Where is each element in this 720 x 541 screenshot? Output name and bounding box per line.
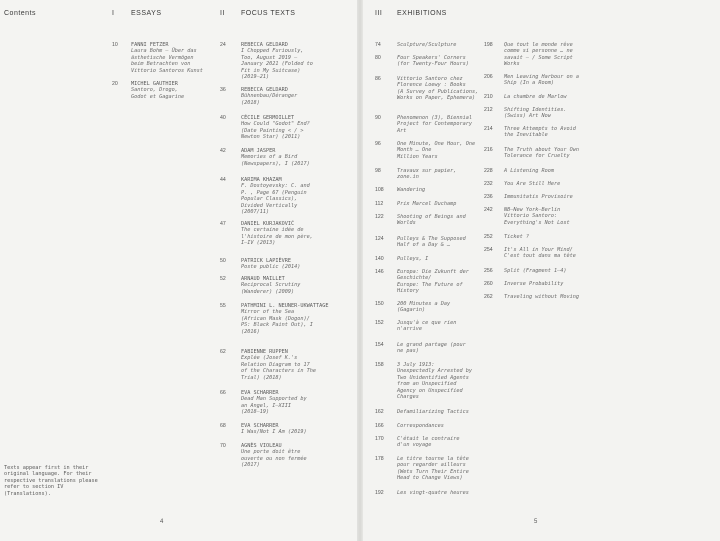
toc-entry xyxy=(397,42,456,48)
entry-page-number: 178 xyxy=(375,456,384,462)
section-numeral-3: III xyxy=(375,10,383,17)
entry-page-number: 90 xyxy=(375,115,381,121)
entry-page-number: 55 xyxy=(220,303,226,309)
entry-title-line: NB–New York–Berlin xyxy=(504,207,561,213)
entry-title-line: Shifting Identities. xyxy=(504,107,567,113)
entry-title-line: (2018–19) xyxy=(241,409,270,416)
toc-entry xyxy=(397,55,469,68)
entry-title-line: (Newspapers), I (2017) xyxy=(241,160,310,167)
entry-title-line: C'est tout dans ma tête xyxy=(504,253,576,260)
entry-page-number: 242 xyxy=(484,207,493,213)
entry-title-line: Que tout le monde rêve xyxy=(504,42,573,48)
footnote xyxy=(4,465,98,497)
toc-entry xyxy=(241,115,310,141)
entry-page-number: 40 xyxy=(220,115,226,121)
toc-entry xyxy=(131,42,203,74)
entry-author: ADAM JASPER xyxy=(241,148,276,154)
toc-entry xyxy=(241,148,310,167)
toc-entry xyxy=(504,168,554,174)
entry-title-line: Le titre tourne la tête xyxy=(397,456,469,462)
entry-title-line: Immunitatis Provisoire xyxy=(504,194,573,200)
entry-title-line: Project for Contemporary xyxy=(397,121,472,128)
entry-title-line: the Inevitable xyxy=(504,132,548,139)
entry-title-line: Vittorio Santoro chez xyxy=(397,76,463,82)
entry-title-line: Bühnenbau/Déranger xyxy=(241,93,298,100)
entry-title-line: Everything's Not Lost xyxy=(504,219,570,226)
entry-author: FANNI FETZER xyxy=(131,42,169,48)
toc-entry xyxy=(397,436,459,449)
toc-entry xyxy=(397,168,456,181)
entry-title-line: Wandering xyxy=(397,187,426,193)
entry-page-number: 170 xyxy=(375,436,384,442)
toc-entry xyxy=(397,362,472,400)
toc-entry xyxy=(504,194,573,200)
entry-title-line: Worlds xyxy=(397,220,416,227)
toc-entry xyxy=(397,236,466,249)
section-numeral-2: II xyxy=(220,10,225,17)
entry-title-line: savait – / Some Script xyxy=(504,54,573,61)
entry-title-line: ästhetische Vermögen xyxy=(131,54,194,61)
footnote-line: respective translations please xyxy=(4,477,98,484)
entry-page-number: 122 xyxy=(375,214,384,220)
entry-page-number: 162 xyxy=(375,409,384,415)
toc-entry xyxy=(241,443,307,469)
toc-entry xyxy=(504,147,579,160)
toc-entry xyxy=(397,490,469,496)
entry-title-line: Godot et Gagarine xyxy=(131,93,185,100)
section-numeral-1: I xyxy=(112,10,115,17)
toc-entry xyxy=(397,115,472,134)
entry-title-line: Art xyxy=(397,127,407,134)
entry-page-number: 98 xyxy=(375,168,381,174)
entry-page-number: 44 xyxy=(220,177,226,183)
entry-page-number: 236 xyxy=(484,194,493,200)
toc-entry xyxy=(397,256,428,262)
toc-entry xyxy=(397,409,469,415)
entry-title-line: Florence Loewy : Books xyxy=(397,82,466,89)
entry-title-line: Laura Bohm – Über das xyxy=(131,48,197,55)
entry-title-line: Europa: Die Zukunft der xyxy=(397,269,469,275)
entry-title-line: Three Attempts to Avoid xyxy=(504,126,576,132)
toc-entry xyxy=(504,126,576,139)
entry-title-line: (Date Painting < / > xyxy=(241,127,304,134)
entry-author: EVA SCHARRER xyxy=(241,390,279,396)
entry-page-number: 96 xyxy=(375,141,381,147)
entry-title-line: ouverte ou non fermée xyxy=(241,455,307,462)
entry-page-number: 166 xyxy=(375,423,384,429)
entry-page-number: 86 xyxy=(375,76,381,82)
toc-entry xyxy=(131,81,184,100)
entry-title-line: Le grand partage (pour xyxy=(397,342,466,348)
toc-entry xyxy=(397,320,456,333)
toc-entry xyxy=(241,423,307,436)
entry-title-line: Works xyxy=(504,61,520,68)
entry-title-line: an Angel, I–XIII xyxy=(241,402,291,409)
entry-title-line: Memories of a Bird xyxy=(241,154,298,161)
essays-heading: ESSAYS xyxy=(131,10,162,17)
entry-title-line: Inverse Probability xyxy=(504,281,564,287)
entry-page-number: 68 xyxy=(220,423,226,429)
entry-title-line: 3 July 1913: xyxy=(397,362,435,368)
entry-title-line: (2016) xyxy=(241,328,260,335)
entry-title-line: Newton Star) (2011) xyxy=(241,134,301,141)
entry-title-line: Phenomenon (3), Biennial xyxy=(397,115,472,121)
entry-title-line: The certaine idée de xyxy=(241,227,304,234)
entry-title-line: Charges xyxy=(397,394,419,401)
entry-page-number: 24 xyxy=(220,42,226,48)
entry-author: ARNAUD MAILLET xyxy=(241,276,285,282)
toc-entry xyxy=(504,268,566,274)
entry-title-line: La chambre de Marlow xyxy=(504,94,567,100)
entry-page-number: 232 xyxy=(484,181,493,187)
entry-title-line: Fit in My Suitcase) xyxy=(241,67,301,74)
entry-title-line: Une porte doit être xyxy=(241,449,301,456)
entry-title-line: d'un voyage xyxy=(397,442,432,449)
entry-page-number: 70 xyxy=(220,443,226,449)
entry-page-number: 228 xyxy=(484,168,493,174)
entry-title-line: (Wets Turn Their Entire xyxy=(397,468,469,475)
entry-title-line: Divided Vertically xyxy=(241,202,298,209)
entry-page-number: 256 xyxy=(484,268,493,274)
entry-author: DANIEL KURJAKOVIĆ xyxy=(241,221,295,227)
entry-page-number: 158 xyxy=(375,362,384,368)
entry-page-number: 206 xyxy=(484,74,493,80)
toc-entry xyxy=(397,423,444,429)
entry-page-number: 124 xyxy=(375,236,384,242)
entry-title-line: Explée (Josef K.'s xyxy=(241,355,298,362)
entry-title-line: You Are Still Here xyxy=(504,181,561,187)
entry-title-line: The Truth about Your Own xyxy=(504,147,579,153)
entry-title-line: C'était le contraire xyxy=(397,436,460,442)
toc-entry xyxy=(397,187,425,193)
entry-title-line: Head to Change Views) xyxy=(397,475,463,482)
toc-entry xyxy=(504,234,529,240)
entry-title-line: beim Betrachten von xyxy=(131,61,191,68)
entry-title-line: Les vingt-quatre heures xyxy=(397,490,469,496)
entry-title-line: History xyxy=(397,288,419,295)
footnote-line: Texts appear first in their xyxy=(4,465,89,471)
entry-page-number: 47 xyxy=(220,221,226,227)
footnote-line: (Translations). xyxy=(4,490,51,497)
entry-title-line: Traveling without Moving xyxy=(504,294,579,300)
page-number-left: 4 xyxy=(160,519,164,525)
toc-entry xyxy=(241,276,300,295)
entry-title-line: Vittorio Santoro: xyxy=(504,213,558,220)
entry-title-line: Ship (In a Room) xyxy=(504,80,554,87)
entry-page-number: 154 xyxy=(375,342,384,348)
entry-page-number: 260 xyxy=(484,281,493,287)
entry-title-line: Shooting of Beings and xyxy=(397,214,466,220)
entry-title-line: Correspondances xyxy=(397,423,444,429)
entry-page-number: 80 xyxy=(375,55,381,61)
entry-title-line: from an Unspecified xyxy=(397,381,457,388)
contents-heading: Contents xyxy=(4,10,37,17)
entry-title-line: n'arrive xyxy=(397,326,422,333)
entry-title-line: (2007/11) xyxy=(241,209,270,216)
entry-author: KARIMA KHAZAM xyxy=(241,177,282,183)
toc-entry xyxy=(241,221,313,247)
toc-entry xyxy=(397,76,478,102)
toc-entry xyxy=(397,342,466,355)
entry-title-line: Trial) (2018) xyxy=(241,374,282,381)
toc-entry xyxy=(504,94,566,100)
entry-page-number: 140 xyxy=(375,256,384,262)
focus-texts-heading: FOCUS TEXTS xyxy=(241,10,296,17)
entry-title-line: (African Mask (Dogon)/ xyxy=(241,315,310,322)
entry-title-line: Four Speakers' Corners xyxy=(397,55,466,61)
entry-title-line: Ticket ? xyxy=(504,234,529,240)
entry-title-line: Mirror of the Sea xyxy=(241,309,295,316)
entry-title-line: zone.in xyxy=(397,174,419,181)
entry-title-line: I Chopped Furiously, xyxy=(241,48,304,55)
entry-page-number: 216 xyxy=(484,147,493,153)
entry-title-line: (Swiss) Art Now xyxy=(504,113,551,120)
entry-title-line: Prix Marcel Duchamp xyxy=(397,201,457,207)
footnote-line: refer to section IV xyxy=(4,484,64,491)
entry-page-number: 52 xyxy=(220,276,226,282)
entry-title-line: Defamiliarizing Tactics xyxy=(397,409,469,415)
entry-title-line: Dead Man Supported by xyxy=(241,396,307,403)
entry-title-line: F. Dostoyevsky: C. and xyxy=(241,183,310,190)
entry-title-line: One Minute, One Hour, One xyxy=(397,141,476,147)
toc-entry xyxy=(241,177,310,215)
entry-page-number: 20 xyxy=(112,81,118,87)
entry-title-line: (A Survey of Publications, xyxy=(397,88,479,95)
entry-page-number: 198 xyxy=(484,42,493,48)
entry-author: REBECCA GELDARD xyxy=(241,42,288,48)
toc-entry xyxy=(397,456,469,482)
toc-entry xyxy=(397,201,456,207)
entry-title-line: pour regarder ailleurs xyxy=(397,462,466,469)
entry-title-line: How Could "Godot" End? xyxy=(241,121,310,128)
entry-author: PATRICK LAPIÈVRE xyxy=(241,258,291,264)
entry-title-line: Pulleys & The Supposed xyxy=(397,236,466,242)
entry-author: CÉCILE GERMOILLET xyxy=(241,115,295,121)
toc-entry xyxy=(397,141,475,160)
toc-entry xyxy=(241,390,307,416)
entry-title-line: Unexpectedly Arrested by xyxy=(397,368,472,375)
entry-title-line: PS: Black Paint Out), I xyxy=(241,322,313,329)
entry-title-line: of the Characters in The xyxy=(241,368,316,375)
entry-page-number: 42 xyxy=(220,148,226,154)
toc-entry xyxy=(241,349,316,381)
toc-entry xyxy=(504,74,579,87)
entry-title-line: 200 Minutes a Day xyxy=(397,301,451,307)
entry-title-line: Pulleys, I xyxy=(397,256,429,262)
entry-title-line: (2019–21) xyxy=(241,74,270,81)
entry-title-line: Tolerance for Cruelty xyxy=(504,153,570,160)
toc-entry xyxy=(504,181,560,187)
entry-title-line: Half of a Day & … xyxy=(397,242,451,249)
entry-title-line: Two Unidentified Agents xyxy=(397,374,469,381)
entry-title-line: January 2021 (Folded to xyxy=(241,61,313,68)
entry-title-line: (Wanderer) (2009) xyxy=(241,288,295,295)
entry-title-line: (for Twenty-Four Hours) xyxy=(397,61,469,68)
toc-entry xyxy=(504,281,563,287)
entry-title-line: Geschichte/ xyxy=(397,275,432,282)
entry-title-line: (2017) xyxy=(241,462,260,469)
entry-title-line: Vittorio Santoros Kunst xyxy=(131,67,203,74)
entry-author: AGNÈS VIOLEAU xyxy=(241,443,282,449)
toc-entry xyxy=(397,269,469,295)
book-gutter xyxy=(357,0,363,541)
entry-title-line: Travaux sur papier, xyxy=(397,168,457,174)
entry-page-number: 36 xyxy=(220,87,226,93)
toc-entry xyxy=(504,294,579,300)
toc-entry xyxy=(397,214,466,227)
toc-entry xyxy=(504,207,570,226)
entry-page-number: 146 xyxy=(375,269,384,275)
entry-page-number: 150 xyxy=(375,301,384,307)
entry-page-number: 254 xyxy=(484,247,493,253)
entry-page-number: 212 xyxy=(484,107,493,113)
entry-title-line: ne pas) xyxy=(397,348,419,355)
entry-author: PATHMINI L. NEUNER-UKWATTAGE xyxy=(241,303,329,309)
entry-page-number: 62 xyxy=(220,349,226,355)
entry-page-number: 66 xyxy=(220,390,226,396)
entry-title-line: Europe: The Future of xyxy=(397,281,463,288)
entry-page-number: 210 xyxy=(484,94,493,100)
entry-title-line: A Listening Room xyxy=(504,168,554,174)
entry-title-line: (Gagarin) xyxy=(397,307,426,314)
toc-entry xyxy=(241,258,300,271)
toc-entry xyxy=(241,42,313,80)
entry-page-number: 152 xyxy=(375,320,384,326)
entry-title-line: Split (Fragment 1–4) xyxy=(504,268,567,274)
entry-title-line: Sculpture/Sculpture xyxy=(397,42,457,48)
entry-page-number: 112 xyxy=(375,201,384,207)
entry-page-number: 192 xyxy=(375,490,384,496)
page-number-right: 5 xyxy=(534,519,538,525)
entry-title-line: l'histoire de mon père, xyxy=(241,233,313,240)
toc-entry xyxy=(504,247,576,260)
entry-title-line: Month … One xyxy=(397,147,432,154)
entry-page-number: 262 xyxy=(484,294,493,300)
entry-title-line: P. , Page 67 (Penguin xyxy=(241,189,307,196)
footnote-line: original language. For their xyxy=(4,471,92,478)
entry-title-line: (2018) xyxy=(241,99,260,106)
entry-page-number: 214 xyxy=(484,126,493,132)
entry-author: REBECCA GELDARD xyxy=(241,87,288,93)
toc-entry xyxy=(241,87,297,106)
toc-entry xyxy=(504,107,566,120)
entry-author: MICHEL GAUTHIER xyxy=(131,81,178,87)
entry-page-number: 50 xyxy=(220,258,226,264)
toc-entry xyxy=(397,301,450,314)
entry-title-line: Reciprocal Scrutiny xyxy=(241,282,301,289)
entry-title-line: Works on Paper, Ephemera) xyxy=(397,95,476,102)
exhibitions-heading: EXHIBITIONS xyxy=(397,10,447,17)
entry-author: EVA SCHARRER xyxy=(241,423,279,429)
entry-title-line: Men Leaving Harbour on a xyxy=(504,74,579,80)
entry-title-line: Popular Classics), xyxy=(241,196,298,203)
entry-title-line: Santoro, Drogo, xyxy=(131,87,178,94)
entry-title-line: It's All in Your Mind/ xyxy=(504,247,573,253)
entry-title-line: I Was/Not I Am (2019) xyxy=(241,429,307,436)
entry-title-line: Agency on Unspecified xyxy=(397,387,463,394)
entry-page-number: 74 xyxy=(375,42,381,48)
entry-title-line: Too, August 2019 – xyxy=(241,54,298,61)
entry-page-number: 108 xyxy=(375,187,384,193)
toc-entry xyxy=(504,42,573,68)
entry-title-line: comme si personne … ne xyxy=(504,48,573,55)
toc-entry xyxy=(241,303,328,335)
entry-title-line: Million Years xyxy=(397,153,438,160)
entry-title-line: Relation Diagram to 17 xyxy=(241,361,310,368)
entry-page-number: 10 xyxy=(112,42,118,48)
entry-title-line: I–IV (2013) xyxy=(241,240,276,247)
entry-title-line: Poste public (2014) xyxy=(241,264,301,271)
entry-title-line: Jusqu'à ce que rien xyxy=(397,320,457,326)
entry-page-number: 252 xyxy=(484,234,493,240)
entry-author: FABIENNE RUPPEN xyxy=(241,349,288,355)
